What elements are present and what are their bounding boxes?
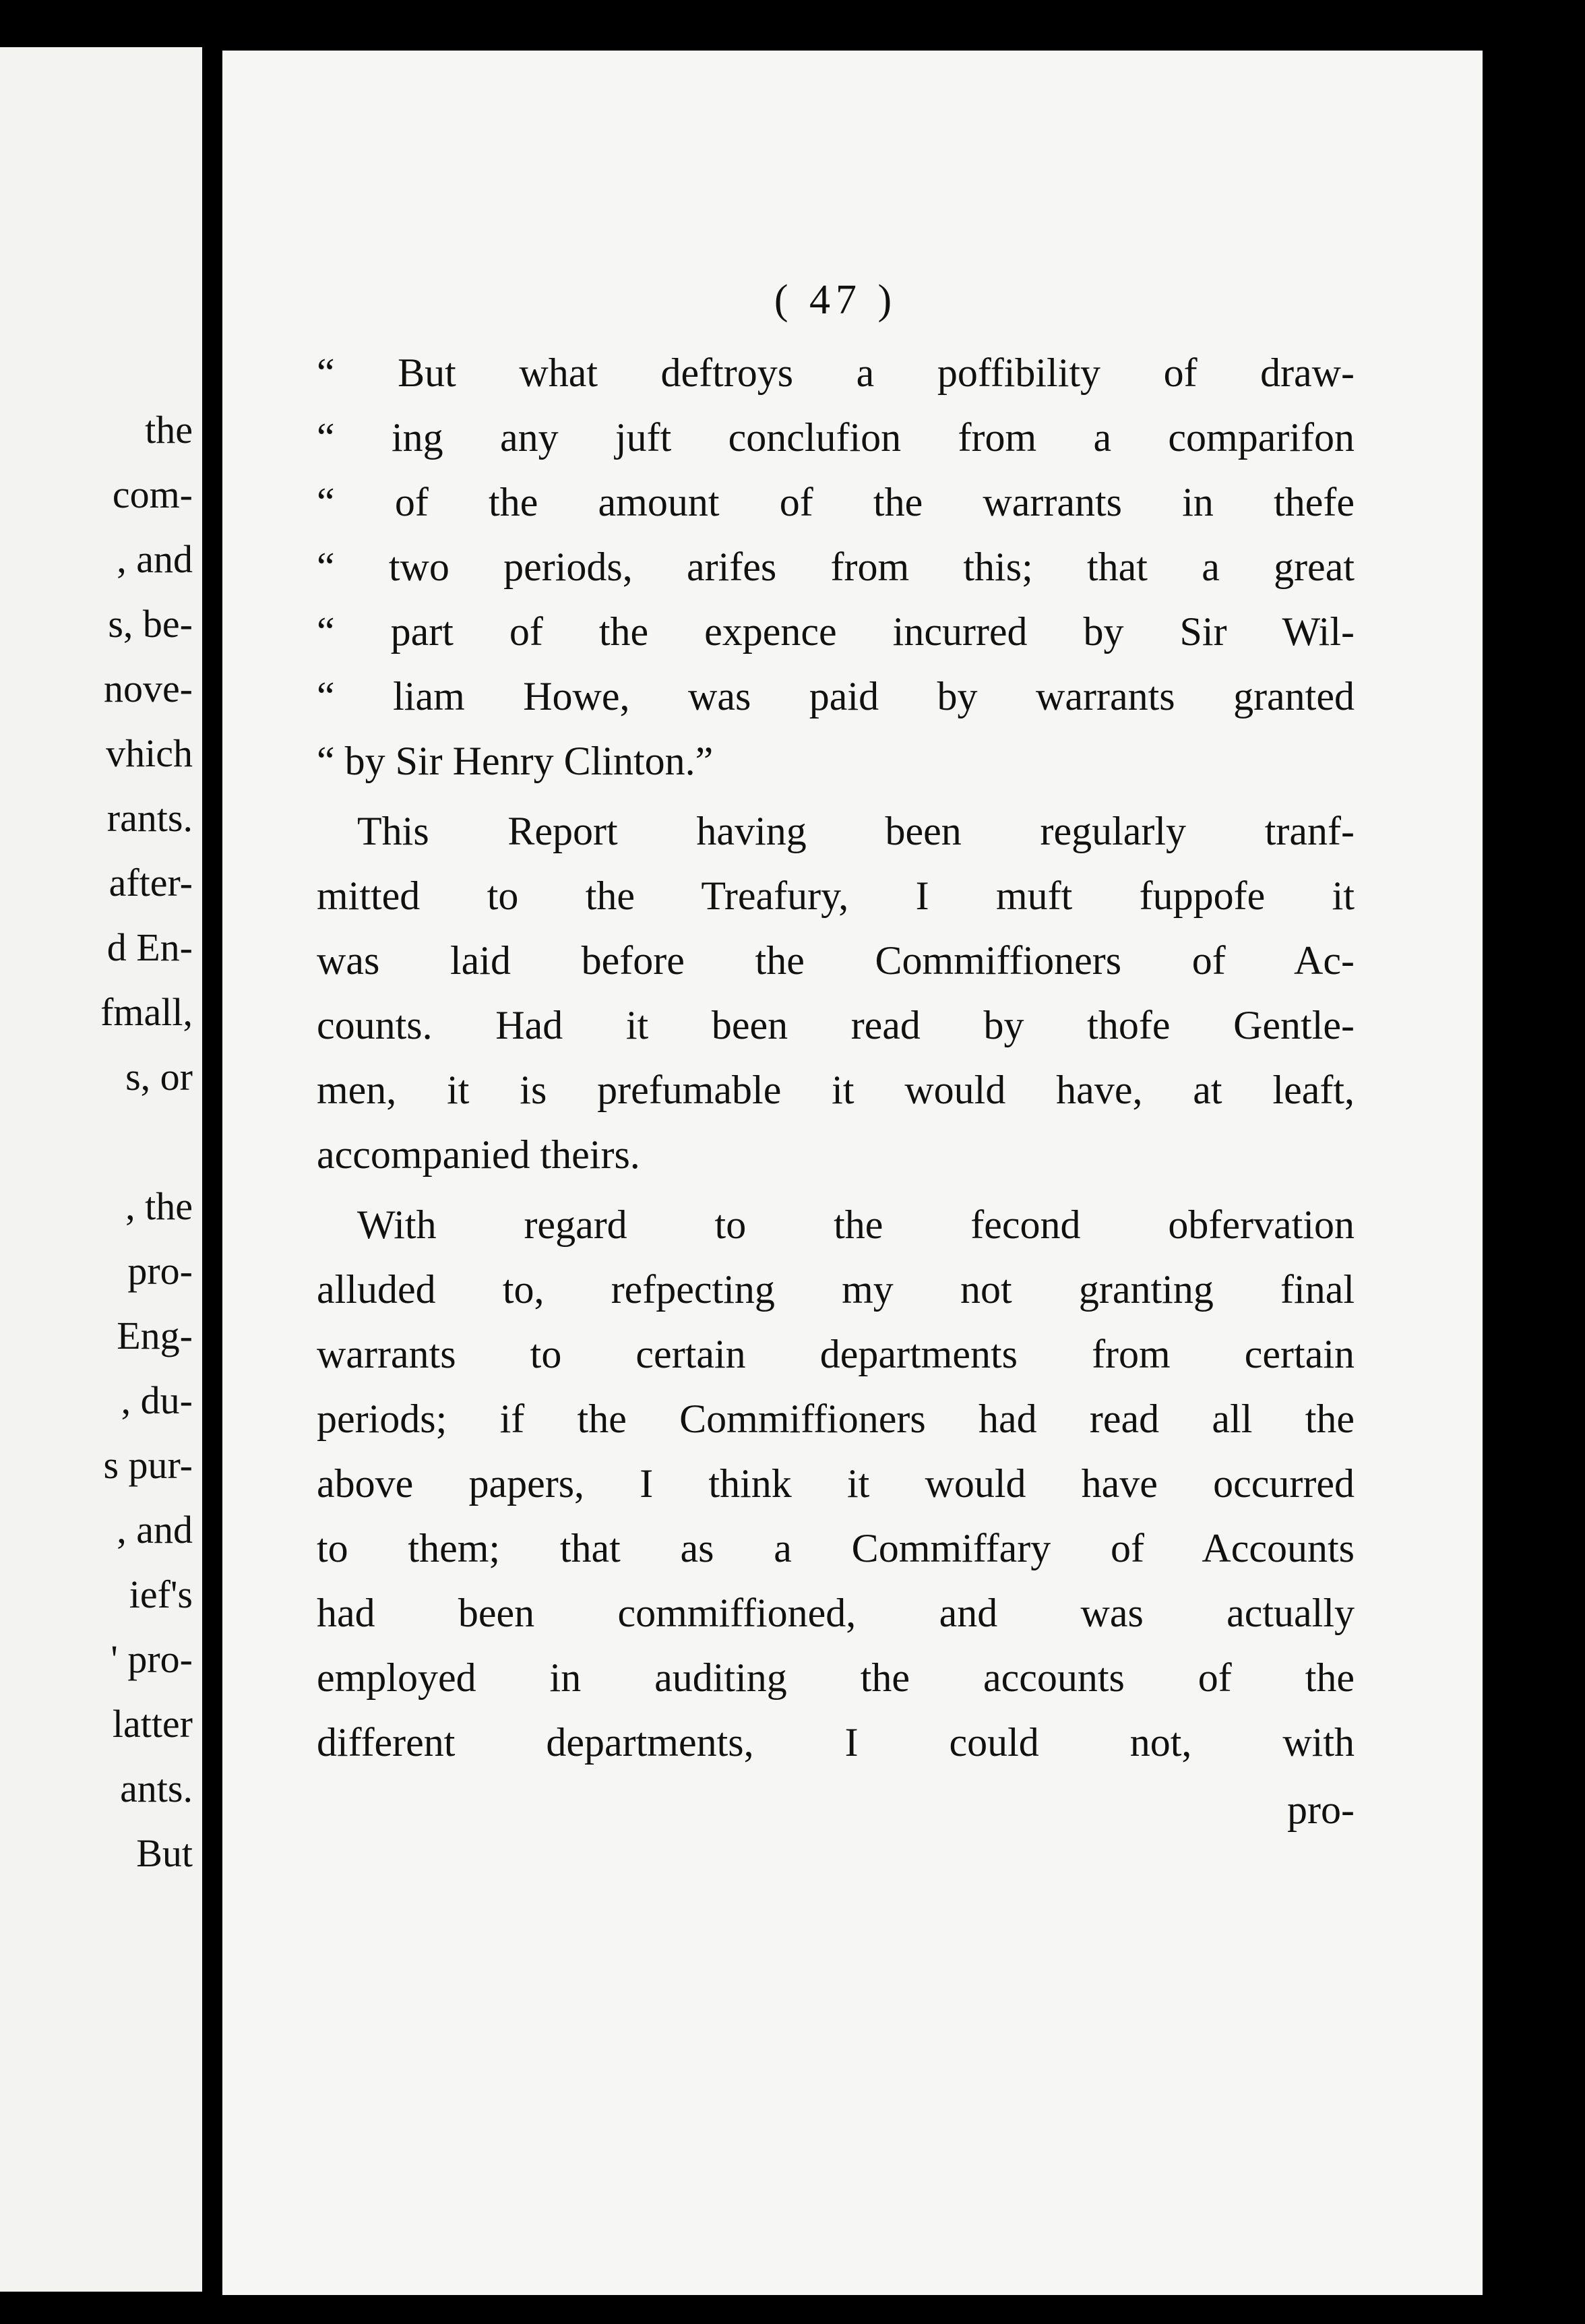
text-line: had been commiffioned, and was actually bbox=[317, 1591, 1355, 1635]
facing-line: latter bbox=[112, 1702, 193, 1746]
text-line: employed in auditing the accounts of the bbox=[317, 1655, 1355, 1700]
text-line: accompanied theirs. bbox=[317, 1132, 640, 1177]
facing-line: the bbox=[145, 408, 193, 452]
facing-page-text bbox=[100, 398, 193, 1886]
page-number: ( 47 ) bbox=[774, 277, 898, 323]
facing-page bbox=[0, 47, 202, 2292]
facing-line: com- bbox=[112, 472, 193, 516]
facing-line bbox=[100, 1109, 193, 1174]
facing-line: But bbox=[136, 1831, 193, 1875]
facing-line: , du- bbox=[121, 1378, 193, 1422]
text-line: to them; that as a Commiffary of Accounts bbox=[317, 1526, 1355, 1570]
facing-line: s, be- bbox=[108, 602, 193, 646]
facing-line: nove- bbox=[103, 667, 193, 710]
text-line: With regard to the fecond obfervation bbox=[357, 1202, 1355, 1247]
facing-line: d En- bbox=[106, 925, 193, 969]
text-line: “ of the amount of the warrants in thefe bbox=[317, 480, 1355, 524]
facing-line: , and bbox=[117, 1508, 193, 1552]
text-line: periods; if the Commiffioners had read all the bbox=[317, 1397, 1355, 1441]
text-line: different departments, I could not, with bbox=[317, 1720, 1355, 1765]
catchword: pro- bbox=[1287, 1787, 1355, 1832]
text-line: above papers, I think it would have occurred bbox=[317, 1461, 1355, 1506]
text-line: warrants to certain departments from certain bbox=[317, 1332, 1355, 1376]
facing-line: , and bbox=[117, 537, 193, 581]
facing-line: rants. bbox=[106, 796, 193, 840]
text-line: “ liam Howe, was paid by warrants granted bbox=[317, 674, 1355, 718]
text-line: men, it is prefumable it would have, at leaft, bbox=[317, 1068, 1355, 1112]
text-line: “ two periods, arifes from this; that a great bbox=[317, 545, 1355, 589]
text-line: “ by Sir Henry Clinton.” bbox=[317, 739, 714, 783]
facing-line: fmall, bbox=[100, 990, 193, 1034]
facing-line: vhich bbox=[106, 731, 193, 775]
facing-line: ' pro- bbox=[111, 1637, 193, 1681]
text-line: mitted to the Treafury, I muft fuppofe it bbox=[317, 874, 1355, 918]
facing-line: ants. bbox=[120, 1767, 193, 1810]
facing-line: ief's bbox=[129, 1572, 193, 1616]
text-line: “ ing any juft conclufion from a comparifon bbox=[317, 415, 1355, 460]
facing-line: Eng- bbox=[117, 1314, 193, 1357]
facing-line: s, or bbox=[125, 1055, 193, 1099]
facing-line: after- bbox=[108, 861, 193, 905]
text-line: “ But what deftroys a poffibility of draw- bbox=[317, 350, 1355, 395]
text-line: alluded to, refpecting my not granting final bbox=[317, 1267, 1355, 1312]
text-line: was laid before the Commiffioners of Ac- bbox=[317, 938, 1355, 983]
text-line: This Report having been regularly tranf- bbox=[357, 809, 1355, 853]
facing-line: , the bbox=[125, 1184, 193, 1228]
book-page bbox=[222, 51, 1483, 2295]
text-line: “ part of the expence incurred by Sir Wil- bbox=[317, 609, 1355, 654]
text-line: counts. Had it been read by thofe Gentle- bbox=[317, 1003, 1355, 1047]
facing-line: s pur- bbox=[103, 1443, 193, 1487]
facing-line: pro- bbox=[127, 1249, 193, 1293]
page-text bbox=[317, 266, 1355, 1842]
